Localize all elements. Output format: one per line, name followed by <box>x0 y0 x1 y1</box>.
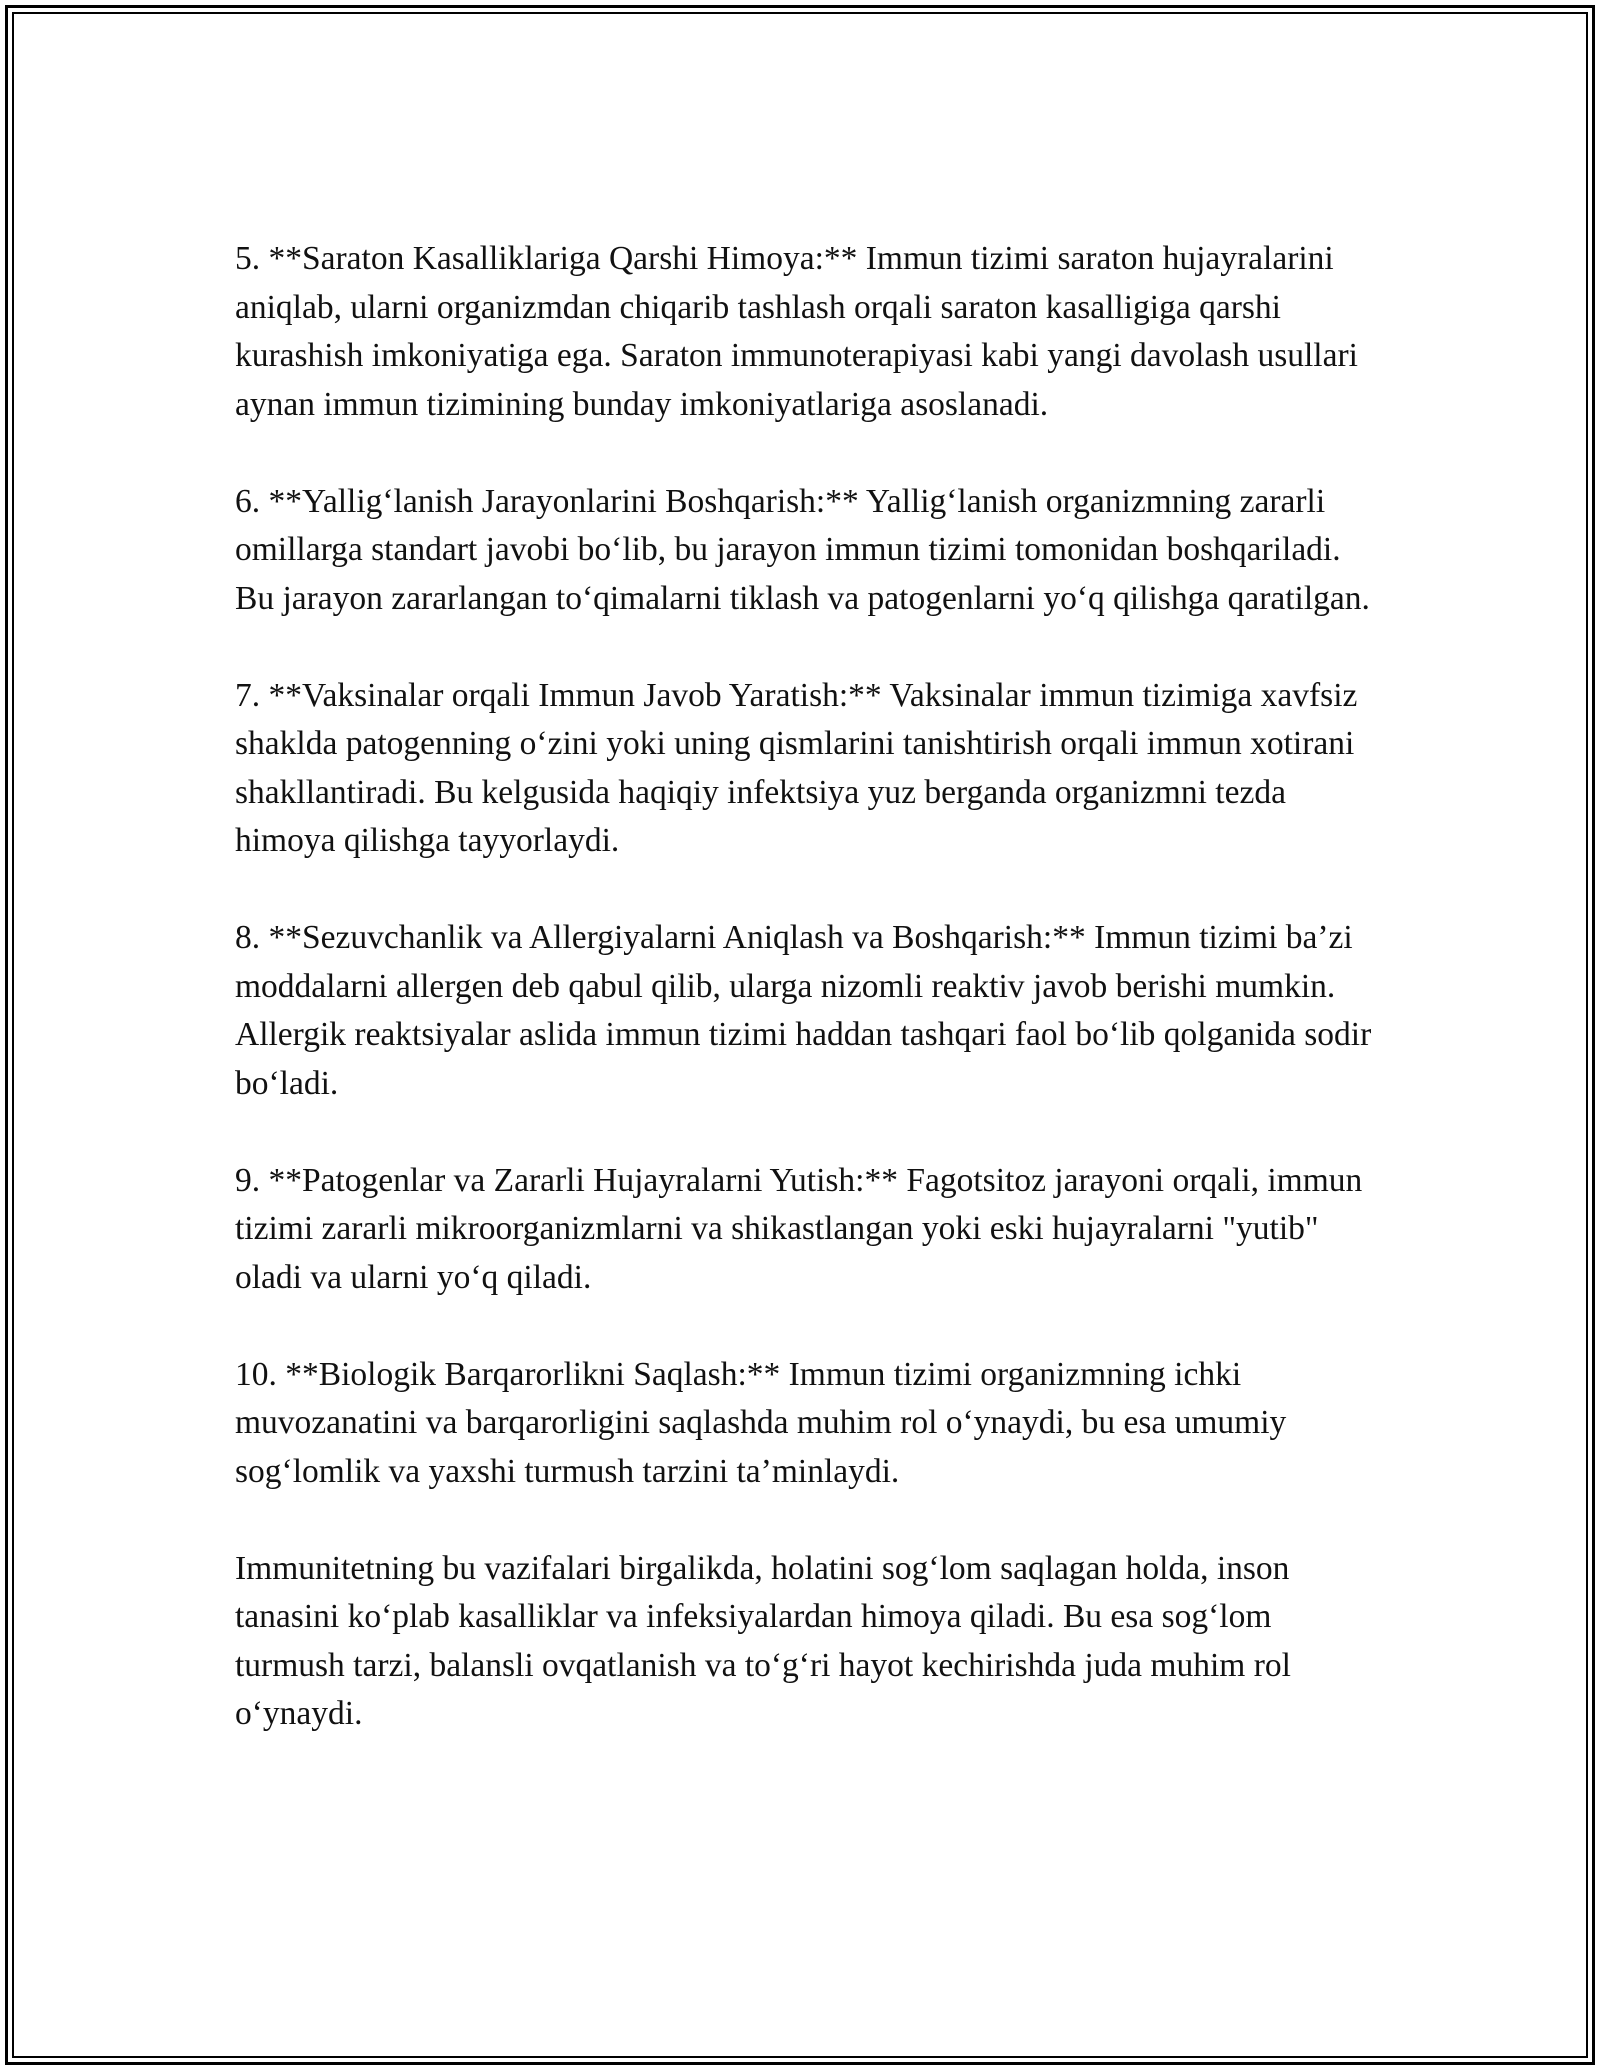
paragraph-item-8: 8. **Sezuvchanlik va Allergiyalarni Aniqlash va Boshqarish:** Immun tizimi ba’zi moddalarni allergen deb qabul qilib, ularga nizomli reaktiv javob berishi mumkin. Allergik reaktsiyalar aslida immun tizimi haddan tashqari faol bo‘lib qolganida sodir bo‘ladi. <box>235 919 1372 1102</box>
paragraph-item-9: 9. **Patogenlar va Zararli Hujayralarni Yutish:** Fagotsitoz jarayoni orqali, immun tizimi zararli mikroorganizmlarni va shikastlangan yoki eski hujayralarni "yutib" oladi va ularni yo‘q qiladi. <box>235 1161 1363 1296</box>
paragraph-item-6: 6. **Yallig‘lanish Jarayonlarini Boshqarish:** Yallig‘lanish organizmning zararli omillarga standart javobi bo‘lib, bu jarayon immun tizimi tomonidan boshqariladi. Bu jarayon zararlangan to‘qimalarni tiklash va patogenlarni yo‘q qilishga qaratilgan. <box>235 482 1370 617</box>
paragraph-item-5: 5. **Saraton Kasalliklariga Qarshi Himoya:** Immun tizimi saraton hujayralarini aniqlab, ularni organizmdan chiqarib tashlash orqali saraton kasalligiga qarshi kurashish imkoniyatiga ega. Saraton immunoterapiyasi kabi yangi davolash usullari aynan immun tizimining bunday imkoniyatlariga asoslanadi. <box>235 240 1358 423</box>
paragraph-item-7: 7. **Vaksinalar orqali Immun Javob Yaratish:** Vaksinalar immun tizimiga xavfsiz shaklda patogenning o‘zini yoki uning qismlarini tanishtirish orqali immun xotirani shakllantiradi. Bu kelgusida haqiqiy infektsiya yuz berganda organizmni tezda himoya qilishga tayyorlaydi. <box>235 676 1358 859</box>
paragraph-item-10: 10. **Biologik Barqarorlikni Saqlash:** Immun tizimi organizmning ichki muvozanatini va barqarorligini saqlashda muhim rol o‘ynaydi, bu esa umumiy sog‘lomlik va yaxshi turmush tarzini ta’minlaydi. <box>235 1355 1287 1490</box>
document-body <box>235 235 1375 1787</box>
paragraph-conclusion: Immunitetning bu vazifalari birgalikda, holatini sog‘lom saqlagan holda, inson tanasini ko‘plab kasalliklar va infeksiyalardan himoya qiladi. Bu esa sog‘lom turmush tarzi, balansli ovqatlanish va to‘g‘ri hayot kechirishda juda muhim rol o‘ynaydi. <box>235 1549 1291 1732</box>
